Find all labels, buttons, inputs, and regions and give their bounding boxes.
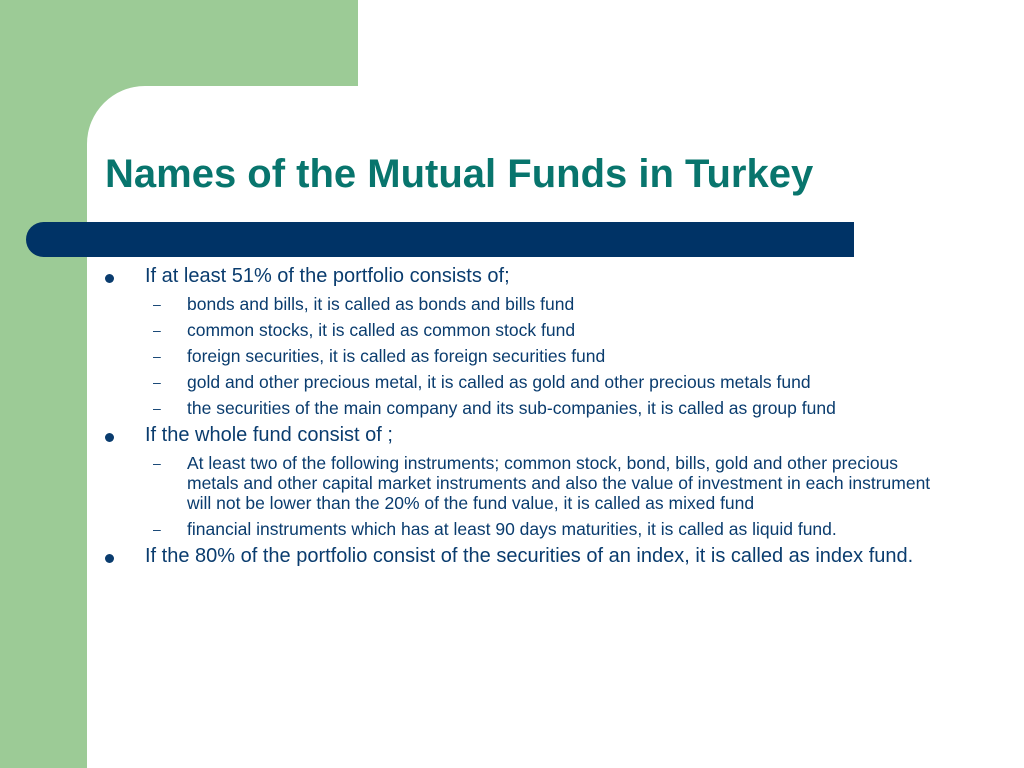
dash-icon: –: [153, 322, 161, 338]
sub-bullet-text: At least two of the following instruments; common stock, bond, bills, gold and other precious metals and other capital market instruments and also the value of investment in each instrument will not be lower than the 20% of the fund value, it is called as mixed fund: [187, 453, 931, 513]
sub-bullet-text: gold and other precious metal, it is called as gold and other precious metals fund: [187, 372, 811, 392]
bullet-dot-icon: [105, 433, 114, 442]
sub-bullet-item: [105, 320, 935, 340]
bullet-item: [105, 265, 935, 288]
bullet-item: [105, 545, 935, 568]
bullet-item: [105, 424, 935, 447]
dash-icon: –: [153, 296, 161, 312]
bullet-text: If the 80% of the portfolio consist of the securities of an index, it is called as index fund.: [145, 545, 914, 567]
sub-bullet-list: [105, 294, 935, 418]
dash-icon: –: [153, 521, 161, 537]
slide-title: Names of the Mutual Funds in Turkey: [105, 152, 814, 196]
dash-icon: –: [153, 348, 161, 364]
sub-bullet-item: [105, 519, 935, 539]
bullet-dot-icon: [105, 554, 114, 563]
sub-bullet-text: financial instruments which has at least 90 days maturities, it is called as liquid fund.: [187, 519, 837, 539]
dash-icon: –: [153, 374, 161, 390]
sub-bullet-text: bonds and bills, it is called as bonds and bills fund: [187, 294, 575, 314]
sub-bullet-text: common stocks, it is called as common stock fund: [187, 320, 576, 340]
sub-bullet-item: [105, 346, 935, 366]
title-underline-bar: [26, 222, 854, 257]
sub-bullet-list: [105, 453, 935, 539]
sub-bullet-item: [105, 453, 935, 513]
slide-body: [105, 265, 935, 568]
bullet-text: If the whole fund consist of ;: [145, 424, 393, 446]
sub-bullet-text: the securities of the main company and its sub-companies, it is called as group fund: [187, 398, 836, 418]
sub-bullet-text: foreign securities, it is called as foreign securities fund: [187, 346, 606, 366]
bullet-dot-icon: [105, 274, 114, 283]
bullet-text: If at least 51% of the portfolio consists of;: [145, 265, 510, 287]
dash-icon: –: [153, 400, 161, 416]
sub-bullet-item: [105, 294, 935, 314]
sub-bullet-item: [105, 398, 935, 418]
dash-icon: –: [153, 455, 161, 471]
sub-bullet-item: [105, 372, 935, 392]
